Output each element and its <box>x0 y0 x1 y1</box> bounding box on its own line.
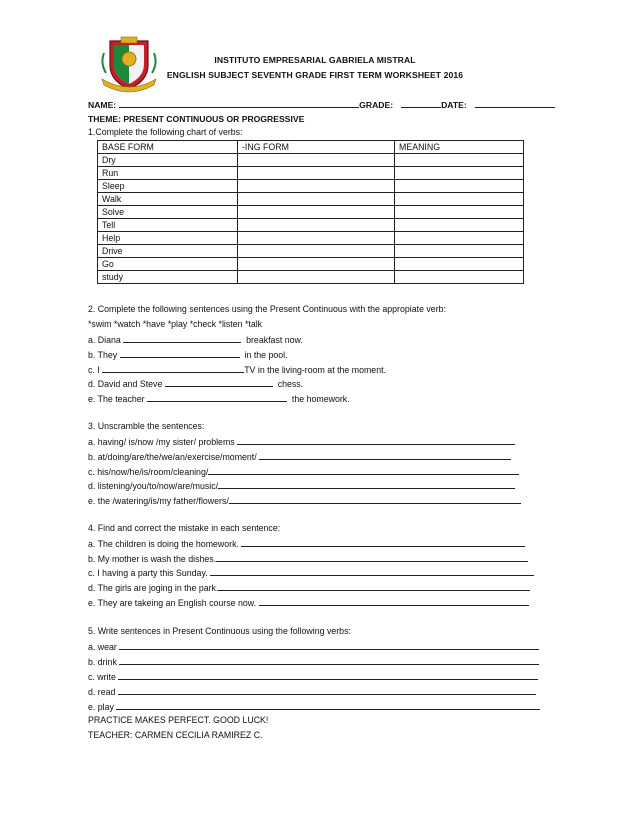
answer-line[interactable] <box>116 701 540 710</box>
header-meaning: MEANING <box>395 141 524 154</box>
meaning-cell[interactable] <box>395 271 524 284</box>
base-form-cell: Drive <box>98 245 238 258</box>
answer-line[interactable] <box>118 686 536 695</box>
incorrect-sentence: c. I having a party this Sunday. <box>88 568 208 578</box>
worksheet-theme: THEME: PRESENT CONTINUOUS OR PROGRESSIVE <box>88 114 305 124</box>
scrambled-words: b. at/doing/are/the/we/an/exercise/moment/ <box>88 452 257 462</box>
table-row <box>98 180 524 193</box>
base-form-cell: Help <box>98 232 238 245</box>
sentence-start: c. I <box>88 365 100 375</box>
table-row <box>98 167 524 180</box>
write-sentence-item <box>88 701 540 712</box>
ing-form-cell[interactable] <box>238 206 395 219</box>
teacher-name: TEACHER: CARMEN CECILIA RAMIREZ C. <box>88 730 263 740</box>
meaning-cell[interactable] <box>395 245 524 258</box>
scrambled-words: a. having/ is/now /my sister/ problems <box>88 437 235 447</box>
table-row <box>98 271 524 284</box>
table-row <box>98 219 524 232</box>
ing-form-cell[interactable] <box>238 154 395 167</box>
correction-item <box>88 582 530 593</box>
table-header-row <box>98 141 524 154</box>
base-form-cell: Run <box>98 167 238 180</box>
meaning-cell[interactable] <box>395 193 524 206</box>
meaning-cell[interactable] <box>395 232 524 245</box>
sentence-start: b. They <box>88 350 118 360</box>
table-row <box>98 206 524 219</box>
section1-instruction: 1.Complete the following chart of verbs: <box>88 127 243 137</box>
answer-line[interactable] <box>259 451 511 460</box>
base-form-cell: Dry <box>98 154 238 167</box>
table-row <box>98 258 524 271</box>
student-info-line <box>88 99 555 110</box>
base-form-cell: Sleep <box>98 180 238 193</box>
incorrect-sentence: d. The girls are joging in the park. <box>88 583 219 593</box>
base-form-cell: study <box>98 271 238 284</box>
school-name: INSTITUTO EMPRESARIAL GABRIELA MISTRAL <box>214 55 416 65</box>
section2-instruction: 2. Complete the following sentences using the Present Continuous with the appropiate verb: <box>88 304 446 314</box>
meaning-cell[interactable] <box>395 167 524 180</box>
meaning-cell[interactable] <box>395 258 524 271</box>
verb-prompt: e. play <box>88 702 114 712</box>
write-sentence-item <box>88 641 539 652</box>
answer-line[interactable] <box>119 656 539 665</box>
sentence-end: in the pool. <box>244 350 288 360</box>
fill-sentence-item <box>88 378 303 389</box>
ing-form-cell[interactable] <box>238 232 395 245</box>
base-form-cell: Go <box>98 258 238 271</box>
ing-form-cell[interactable] <box>238 271 395 284</box>
answer-blank[interactable] <box>123 334 241 343</box>
answer-line[interactable] <box>119 641 539 650</box>
correction-item <box>88 567 534 578</box>
meaning-cell[interactable] <box>395 219 524 232</box>
incorrect-sentence: b. My mother is wash the dishes. <box>88 554 217 564</box>
verb-word-bank: *swim *watch *have *play *check *listen *talk <box>88 319 263 329</box>
table-row <box>98 193 524 206</box>
correction-item <box>88 597 529 608</box>
meaning-cell[interactable] <box>395 154 524 167</box>
correction-item <box>88 538 525 549</box>
ing-form-cell[interactable] <box>238 258 395 271</box>
fill-sentence-item <box>88 364 386 375</box>
fill-sentence-item <box>88 349 288 360</box>
meaning-cell[interactable] <box>395 206 524 219</box>
sentence-end: chess. <box>277 379 304 389</box>
sentence-end: breakfast now. <box>246 335 303 345</box>
scrambled-words: e. the /watering/is/my father/flowers/ <box>88 496 229 506</box>
grade-label: GRADE: <box>359 100 394 110</box>
answer-line[interactable] <box>237 436 515 445</box>
verb-prompt: d. read <box>88 687 116 697</box>
worksheet-subtitle: ENGLISH SUBJECT SEVENTH GRADE FIRST TERM WORKSHEET 2016 <box>166 70 464 80</box>
incorrect-sentence: e. They are takeing an English course now. <box>88 598 257 608</box>
sentence-start: d. David and Steve <box>88 379 163 389</box>
incorrect-sentence: a. The children is doing the homework. <box>88 539 239 549</box>
fill-sentence-item <box>88 334 303 345</box>
correction-item <box>88 553 528 564</box>
answer-blank[interactable] <box>147 393 287 402</box>
ing-form-cell[interactable] <box>238 245 395 258</box>
answer-line[interactable] <box>208 466 519 475</box>
table-row <box>98 232 524 245</box>
write-sentence-item <box>88 686 536 697</box>
table-row <box>98 154 524 167</box>
table-row <box>98 245 524 258</box>
scrambled-words: d. listening/you/to/now/are/music/ <box>88 481 219 491</box>
date-label: DATE: <box>441 100 467 110</box>
closing-message: PRACTICE MAKES PERFECT. GOOD LUCK! <box>88 715 269 725</box>
grade-field[interactable] <box>401 99 441 108</box>
ing-form-cell[interactable] <box>238 219 395 232</box>
write-sentence-item <box>88 656 539 667</box>
answer-blank[interactable] <box>120 349 240 358</box>
sentence-start: e. The teacher <box>88 394 145 404</box>
meaning-cell[interactable] <box>395 180 524 193</box>
header-base-form: BASE FORM <box>98 141 238 154</box>
section5-instruction: 5. Write sentences in Present Continuous using the following verbs: <box>88 626 351 636</box>
verb-chart-table <box>97 140 524 284</box>
answer-line[interactable] <box>218 582 530 591</box>
date-field[interactable] <box>475 99 555 108</box>
ing-form-cell[interactable] <box>238 193 395 206</box>
name-label: NAME: <box>88 100 117 110</box>
ing-form-cell[interactable] <box>238 180 395 193</box>
answer-line[interactable] <box>118 671 538 680</box>
answer-line[interactable] <box>216 553 528 562</box>
section3-instruction: 3. Unscramble the sentences: <box>88 421 205 431</box>
name-field[interactable] <box>119 99 359 108</box>
answer-blank[interactable] <box>102 364 244 373</box>
unscramble-item <box>88 480 515 491</box>
section4-instruction: 4. Find and correct the mistake in each sentence: <box>88 523 281 533</box>
scrambled-words: c. his/now/he/is/room/cleaning/ <box>88 467 209 477</box>
sentence-end: TV in the living-room at the moment. <box>244 365 386 375</box>
unscramble-item <box>88 466 519 477</box>
answer-blank[interactable] <box>165 378 273 387</box>
fill-sentence-item <box>88 393 350 404</box>
base-form-cell: Solve <box>98 206 238 219</box>
answer-line[interactable] <box>210 567 534 576</box>
answer-line[interactable] <box>259 597 529 606</box>
write-sentence-item <box>88 671 538 682</box>
sentence-end: the homework. <box>291 394 350 404</box>
ing-form-cell[interactable] <box>238 167 395 180</box>
verb-prompt: a. wear <box>88 642 117 652</box>
unscramble-item <box>88 495 521 506</box>
verb-prompt: b. drink <box>88 657 117 667</box>
answer-line[interactable] <box>218 480 515 489</box>
answer-line[interactable] <box>229 495 521 504</box>
unscramble-item <box>88 436 515 447</box>
sentence-start: a. Diana <box>88 335 121 345</box>
base-form-cell: Tell <box>98 219 238 232</box>
unscramble-item <box>88 451 511 462</box>
base-form-cell: Walk <box>98 193 238 206</box>
verb-prompt: c. write <box>88 672 116 682</box>
header-ing-form: -ING FORM <box>238 141 395 154</box>
answer-line[interactable] <box>241 538 525 547</box>
